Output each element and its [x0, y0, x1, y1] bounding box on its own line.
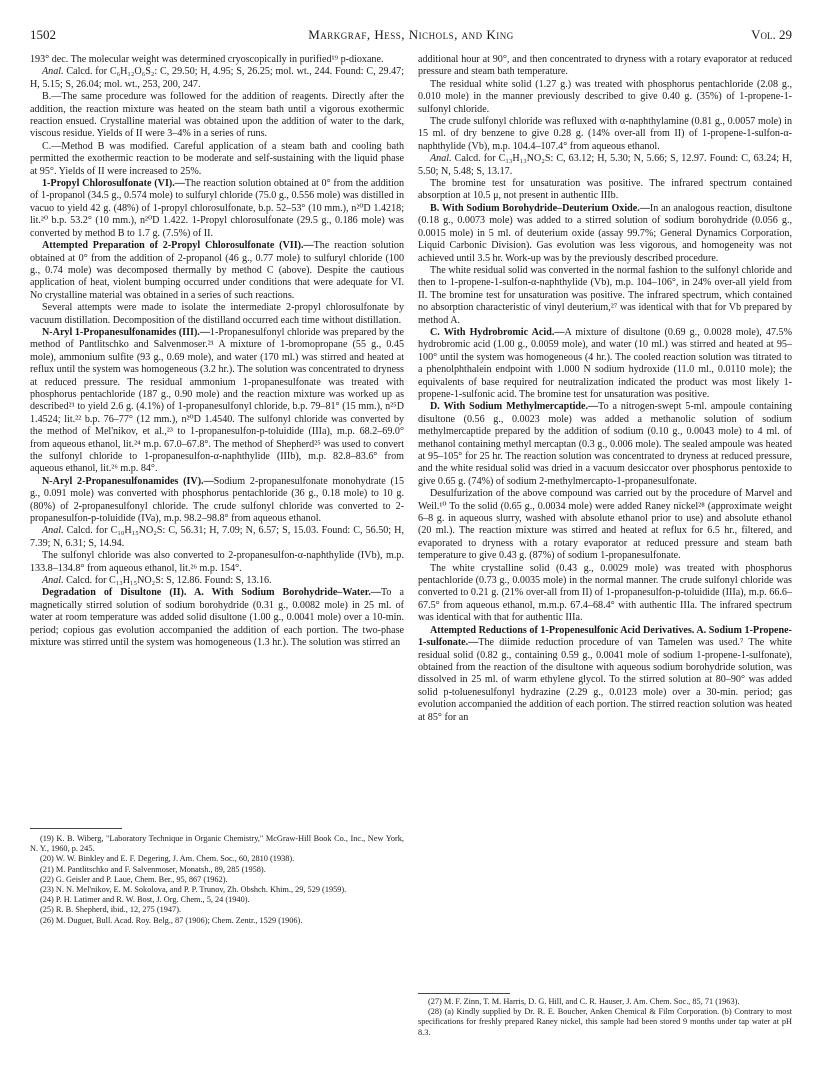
paragraph: Several attempts were made to isolate the intermediate 2-propyl chlorosulfonate by vacuum distillation. Decomposition of the distilland occurred each time without distillation. [30, 302, 404, 326]
left-column [30, 54, 404, 824]
section-paragraph: N-Aryl 2-Propanesulfonamides (IV).—Sodium 2-propanesulfonate monohydrate (15 g., 0.091 mole) was converted with phosphorus pentachloride (36 g., 0.18 mole) to 10 g. (80%) of 2-propanesulfonyl chloride. The crude sulfonyl chloride was converted to 2-propanesulfon-p-toluidide (IVa), m.p. 98.2–98.8° from aqueous ethanol. [30, 475, 404, 525]
footnote: (23) N. N. Mel'nikov, E. M. Sokolova, and P. P. Trunov, Zh. Obshch. Khim., 29, 529 (1959). [40, 885, 347, 895]
left-footnotes [30, 834, 404, 1060]
footnote: (21) M. Pantlitschko and F. Salvenmoser, Monatsh., 89, 285 (1958). [40, 864, 266, 874]
running-authors: Markgraf, Hess, Nichols, and King [308, 27, 514, 42]
footnote: (19) K. B. Wiberg, "Laboratory Technique in Organic Chemistry," McGraw-Hill Book Co., Inc., New York, N. Y., 1960, p. 245. [30, 834, 404, 854]
paragraph: Desulfurization of the above compound was carried out by the procedure of Marvel and Weil.¹⁰ To the solid (0.65 g., 0.0034 mole) were added Raney nickel²⁸ (approximate weight 6–8 g. in aqueous slurry, washed with absolute ethanol prior to use) and absolute ethanol (20 ml.). The reaction mixture was stirred and heated at reflux for 6.5 hr., filtered, and evaporated to dryness with a rotary evaporator at reduced pressure and steam bath temperature to give 0.43 g. (87%) of sodium 1-propanesulfonate. [418, 488, 792, 562]
paragraph: additional hour at 90°, and then concentrated to dryness with a rotary evaporator at reduced pressure and steam bath temperature. [418, 54, 792, 78]
footnote: (26) M. Duguet, Bull. Acad. Roy. Belg., 87 (1906); Chem. Zentr., 1529 (1906). [40, 915, 303, 925]
section-paragraph: N-Aryl 1-Propanesulfonamides (III).—1-Propanesulfonyl chloride was prepared by the method of Pantlitschko and Salvenmoser.²¹ A mixture of 1-bromopropane (55 g., 0.45 mole), ammonium sulfite (93 g., 0.69 mole), and water (170 ml.) was stirred and heated at reflux until the system was homogeneous (3.2 hr.). The solution was concentrated to dryness at reduced pressure. The residual ammonium 1-propanesulfonate was treated with phosphorus pentachloride (187 g., 0.90 mole) and the reaction mixture was worked up as described²¹ to yield 2.6 g. (4.1%) of 1-propanesulfonyl chloride, b.p. 79–81° (15 mm.), n²⁵D 1.4524; lit.²² b.p. 76–77° (12 mm.), n²⁰D 1.4540. The sulfonyl chloride was converted by the method of Mel'nikov, et al.,²³ to 1-propanesulfon-p-toluidide (IIIa), m.p. 68.2–69.0° from aqueous ethanol, lit.²⁴ m.p. 67.0–67.8°. The method of Shepherd²⁵ was used to convert the sulfonyl chloride to 1-propanesulfon-α-naphthylide (IIIb), m.p. 82.8–83.6° from aqueous ethanol, lit.²⁶ m.p. 84°. [30, 326, 404, 475]
section-paragraph: Attempted Preparation of 2-Propyl Chlorosulfonate (VII).—The reaction solution obtained at 0° from the addition of 2-propanol (46 g., 0.77 mole) to sulfuryl chloride (100 g., 0.74 mole) was decomposed thermally by method C (above). Despite the cautious application of heat, violent bumping occurred under conditions that were adequate for VI. No crystalline material was obtained in a series of such reactions. [30, 240, 404, 301]
paragraph: The sulfonyl chloride was also converted to 2-propanesulfon-α-naphthylide (IVb), m.p. 133.8–134.8° from aqueous ethanol, lit.²⁶ m.p. 154°. [30, 550, 404, 574]
paragraph: 193° dec. The molecular weight was determined cryoscopically in purified¹⁹ p-dioxane. [30, 54, 384, 65]
section-paragraph: Attempted Reductions of 1-Propenesulfonic Acid Derivatives. A. Sodium 1-Propene-1-sulfonate.—The diimide reduction procedure of van Tamelen was used.⁷ The white residual solid (0.82 g., containing 0.59 g., 0.0041 mole of sodium 1-propene-1-sulfonate), obtained from the reaction of the disultone with aqueous sodium borohydride solution, was dissolved in 25 ml. of warm ethylene glycol. To the stirred solution at 80–90° was added solid p-toluenesulfonyl hydrazine (2.29 g., 0.0123 mole) over a 30-min. period; gas evolution accompanied the addition of each portion. The stirred reaction solution was heated at 85° for an [418, 624, 792, 723]
footnote: (25) R. B. Shepherd, ibid., 12, 275 (1947). [40, 905, 182, 915]
section-paragraph: D. With Sodium Methylmercaptide.—To a nitrogen-swept 5-ml. ampoule containing disultone (0.56 g., 0.0023 mole) was added a methanolic solution of sodium methylmercaptide prepared by the addition of sodium (0.10 g., 0.0043 mole) to 4 ml. of methanol containing methyl mercaptan (0.3 g., 0.006 mole). The sealed ampoule was heated at 95–105° for 25 hr. The reaction solution was concentrated to dryness at reduced pressure, and the white residual solid was dried in a vacuum desiccator over phosphorus pentoxide to give 0.65 g. (74%) of sodium 2-methylmercapto-1-propanesulfonate. [418, 401, 792, 487]
analysis-paragraph: Anal. Calcd. for C₁₃H₁₅NO₂S: S, 12.86. Found: S, 13.16. [42, 575, 272, 587]
footnote-rule [30, 828, 122, 829]
footnote: (27) M. F. Zinn, T. M. Harris, D. G. Hill, and C. R. Hauser, J. Am. Chem. Soc., 85, 71 (1963). [428, 997, 740, 1006]
section-paragraph: B. With Sodium Borohydride–Deuterium Oxide.—In an analogous reaction, disultone (0.18 g., 0.0073 mole) was added to a stirred solution of sodium borohydride (0.056 g., 0.0015 mole) in 5 ml. of deuterium oxide (assay 99.7%; General Dynamics Corporation, Liquid Carbonic Division). Gas evolution was less vigorous, and homogeneity was not achieved until 3.5 hr. Work-up was by the previously described procedure. [418, 202, 792, 264]
paragraph: The residual white solid (1.27 g.) was treated with phosphorus pentachloride (2.08 g., 0.010 mole) in the manner previously described to give 0.40 g. (35%) of 1-propene-1-sulfonyl chloride. [418, 78, 792, 115]
paragraph: C.—Method B was modified. Careful application of a steam bath and cooling bath permitted the exothermic reaction to be moderate and self-sustaining with the liquid phase at 95°. Yields of II were increased to 25%. [30, 140, 404, 177]
footnote-rule [418, 993, 510, 994]
footnote: (28) (a) Kindly supplied by Dr. R. E. Boucher, Anken Chemical & Film Corporation. (b) Contrary to most specifications for freshly prepared Raney nickel, this sample had been stored 9 months under tap water at pH 8.3. [418, 1007, 792, 1037]
page-number: 1502 [30, 27, 56, 42]
paragraph: The crude sulfonyl chloride was refluxed with α-naphthylamine (0.81 g., 0.0057 mole) in 15 ml. of dry benzene to give 0.28 g. (14% over-all from II) of 1-propene-1-sulfon-α-naphthylide (Vb), m.p. 104.4–107.4° from aqueous ethanol. [418, 116, 792, 152]
running-header [30, 26, 792, 44]
section-paragraph: 1-Propyl Chlorosulfonate (VI).—The reaction solution obtained at 0° from the addition of 1-propanol (34.5 g., 0.574 mole) to sulfuryl chloride (75.0 g., 0.556 mole) was distilled in vacuo to yield 42 g. (48%) of 1-propyl chlorosulfonate, b.p. 52–53° (10 mm.), n²⁰D 1.4218; lit.²⁰ b.p. 53.2° (10 mm.), n²⁰D 1.422. 1-Propyl chlorosulfonate (29.5 g., 0.186 mole) was converted by method B to 1.7 g. (7.5%) of II. [30, 178, 404, 239]
paragraph: B.—The same procedure was followed for the addition of reagents. Directly after the addition, the reaction mixture was heated on the steam bath until a vigorous exothermic reaction ensued. Crystalline material was obtained upon the addition of water to the dark, viscous residue. Yields of II were 3–4% in a series of runs. [30, 91, 404, 140]
paragraph: The bromine test for unsaturation was positive. The infrared spectrum contained absorption at 10.5 μ, not present in authentic IIIb. [418, 178, 792, 202]
paragraph: The white crystalline solid (0.43 g., 0.0029 mole) was treated with phosphorus pentachloride (0.73 g., 0.0035 mole) in the normal manner. The crude sulfonyl chloride was converted to 0.21 g. (21% over-all from II) of 1-propanesulfon-p-toluidide (IIIa), m.p. 66.6–67.5° from aqueous ethanol, m.m.p. 67.4–68.4° with authentic IIIa. The infrared spectrum was identical with that for authentic IIIa. [418, 562, 792, 624]
footnote: (24) P. H. Latimer and R. W. Bost, J. Org. Chem., 5, 24 (1940). [40, 895, 250, 905]
footnote: (22) G. Geisler and P. Laue, Chem. Ber., 95, 867 (1962). [40, 874, 228, 884]
analysis-paragraph: Anal. Calcd. for C₁₀H₁₅NO₂S: C, 56.31; H, 7.09; N, 6.57; S, 15.03. Found: C, 56.50; H, 7.39; N, 6.31; S, 14.94. [30, 525, 404, 549]
analysis-paragraph: Anal. Calcd. for C₆H₁₂O₆S₂: C, 29.50; H, 4.95; S, 26.25; mol. wt., 244. Found: C, 29.47; H, 5.15; S, 26.04; mol. wt., 253, 200, 247. [30, 66, 404, 90]
paragraph: The white residual solid was converted in the normal fashion to the sulfonyl chloride and then to 1-propene-1-sulfon-α-naphthylide (Vb), m.p. 104–106°, in 24% over-all yield from II. The bromine test for unsaturation was positive. The infrared spectrum, which contained no absorption characteristic of vinyl deuterium,²⁷ was identical with that for Vb prepared by method A. [418, 264, 792, 326]
section-paragraph: C. With Hydrobromic Acid.—A mixture of disultone (0.69 g., 0.0028 mole), 47.5% hydrobromic acid (1.00 g., 0.0059 mole), and water (10 ml.) was stirred and heated at 95–100° until the system was homogeneous (4 hr.). The cooled reaction solution was titrated to a phenolphthalein endpoint with 1.000 N sodium hydroxide (11.0 ml., 0.0110 mole); the equivalents of base required for neutralization indicated the product was most likely 1-propene-1-sulfonic acid. The bromine test for unsaturation was positive. [418, 326, 792, 400]
footnote: (20) W. W. Binkley and E. F. Degering, J. Am. Chem. Soc., 60, 2810 (1938). [40, 854, 295, 864]
analysis-paragraph: Anal. Calcd. for C₁₃H₁₃NO₂S: C, 63.12; H, 5.30; N, 5.66; S, 12.97. Found: C, 63.24; H, 5.50; N, 5.48; S, 13.17. [418, 153, 792, 177]
right-footnotes [418, 997, 792, 1063]
volume-label: Vol. 29 [751, 27, 792, 42]
right-column [418, 54, 792, 992]
section-paragraph: Degradation of Disultone (II). A. With Sodium Borohydride–Water.—To a magnetically stirred solution of sodium borohydride (0.31 g., 0.0082 mole) in 25 ml. of water at room temperature was added solid disultone (1.00 g., 0.0041 mole) over a 10-min. period; copious gas evolution accompanied the addition of each portion. The two-phase mixture was stirred until the system was homogeneous (1.3 hr.). The solution was stirred an [30, 587, 404, 649]
